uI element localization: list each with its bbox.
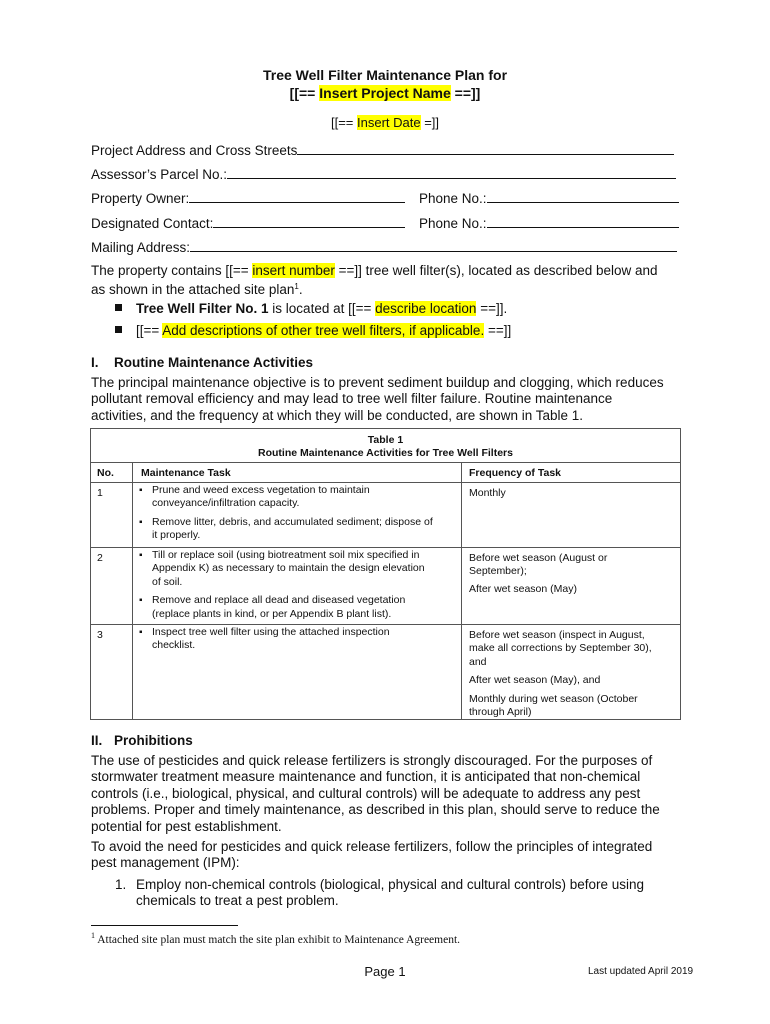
- project-name-placeholder[interactable]: Insert Project Name: [319, 85, 451, 101]
- table-row: [91, 547, 680, 624]
- section-2-title: Prohibitions: [114, 733, 193, 748]
- footnote-text: Attached site plan must match the site plan exhibit to Maintenance Agreement.: [95, 934, 461, 946]
- bullet-tree-well-filter-1: [115, 301, 507, 316]
- intro-line-2: as shown in the attached site plan: [91, 282, 295, 298]
- section-2-number: II.: [91, 733, 103, 748]
- task-line: ▪ Remove and replace all dead and diseased vegetation: [152, 594, 406, 607]
- location-placeholder[interactable]: describe location: [375, 301, 477, 316]
- task-line: conveyance/infiltration capacity.: [152, 497, 300, 510]
- section-1-line-3: activities, and the frequency at which they will be conducted, are shown in Table 1.: [91, 407, 584, 423]
- section-2-heading: [91, 733, 193, 748]
- contact-phone-field[interactable]: [419, 216, 679, 231]
- table-row: [91, 624, 680, 720]
- project-address-field[interactable]: [91, 143, 674, 158]
- intro-prefix: The property contains [[==: [91, 263, 253, 278]
- table-caption-number: Table 1: [367, 434, 404, 446]
- task-item: [139, 516, 459, 543]
- task-line: of soil.: [152, 575, 183, 588]
- numbered-item-1: [115, 877, 685, 910]
- section-1-number: I.: [91, 355, 99, 370]
- filter-1-suffix: ==]].: [476, 301, 508, 316]
- frequency-text: Monthly during wet season (October: [469, 692, 638, 705]
- filter-1-label: Tree Well Filter No. 1: [136, 301, 269, 316]
- task-line: Appendix K) as necessary to maintain the design elevation: [152, 562, 425, 575]
- section-1-line-1: The principal maintenance objective is to prevent sediment buildup and clogging, which reduces: [91, 375, 664, 390]
- contact-blank[interactable]: [213, 216, 405, 228]
- document-title: [0, 67, 770, 83]
- section-1-title: Routine Maintenance Activities: [114, 355, 314, 370]
- contact-field[interactable]: [91, 216, 405, 231]
- mailing-blank[interactable]: [190, 240, 677, 252]
- owner-phone-blank[interactable]: [487, 191, 679, 203]
- intro-paragraph: [91, 263, 691, 299]
- section-2-line: problems. Proper and timely maintenance, as described in this plan, should serve to reduce the: [91, 802, 660, 818]
- square-bullet-icon: [115, 326, 122, 333]
- other-filters-prefix: [[==: [136, 323, 163, 338]
- date-prefix: [[==: [330, 115, 357, 130]
- frequency-text: Monthly: [469, 487, 506, 499]
- frequency-text: Before wet season (August or: [469, 552, 608, 564]
- task-line: ▪ Inspect tree well filter using the attached inspection: [152, 626, 390, 638]
- contact-label: Designated Contact:: [91, 216, 214, 231]
- item-line: chemicals to treat a pest problem.: [136, 893, 339, 909]
- frequency-text: make all corrections by September 30),: [469, 642, 652, 655]
- task-line: ▪ Till or replace soil (using biotreatment soil mix specified in: [152, 549, 420, 561]
- date-placeholder[interactable]: Insert Date: [357, 115, 421, 130]
- title-suffix: ==]]: [450, 85, 481, 101]
- item-number: 1.: [115, 877, 127, 892]
- section-2-line: pest management (IPM):: [91, 855, 240, 871]
- section-2-line: The use of pesticides and quick release fertilizers is strongly discouraged. For the purposes of: [91, 753, 653, 768]
- parcel-label: Assessor’s Parcel No.:: [91, 167, 228, 182]
- section-1-line-2: pollutant removal efficiency and may lead to tree well filter failure. Routine maintenance: [91, 391, 613, 407]
- frequency-text: through April): [469, 706, 532, 719]
- section-2-line: controls (i.e., biological, physical, and cultural controls) will be adequate to address any pest: [91, 785, 641, 801]
- section-1-paragraph: [91, 375, 691, 424]
- header-frequency: Frequency of Task: [469, 467, 561, 479]
- contact-phone-label: Phone No.:: [419, 216, 487, 231]
- frequency-text: and: [469, 655, 487, 668]
- footnote-separator: [91, 925, 238, 926]
- table-caption-title: Routine Maintenance Activities for Tree Well Filters: [258, 447, 513, 459]
- owner-label: Property Owner:: [91, 191, 190, 206]
- table-header-row: [91, 462, 680, 482]
- row-number: 3: [97, 629, 103, 641]
- task-line: ▪ Remove litter, debris, and accumulated sediment; dispose of: [152, 515, 433, 528]
- section-2-paragraph-1: [91, 753, 691, 835]
- bullet-other-filters: [115, 323, 511, 338]
- header-no: No.: [97, 467, 114, 479]
- frequency-text: After wet season (May): [469, 582, 577, 595]
- section-2-line: stormwater treatment measure maintenance and function, it is anticipated that non-chemical: [91, 769, 641, 785]
- mailing-field[interactable]: [91, 240, 677, 255]
- title-line-1: Tree Well Filter Maintenance Plan for: [262, 67, 508, 83]
- row-number: 2: [97, 552, 103, 564]
- task-item: [139, 484, 459, 511]
- contact-phone-blank[interactable]: [487, 216, 679, 228]
- parcel-field[interactable]: [91, 167, 676, 182]
- table-row: [91, 482, 680, 547]
- item-line: Employ non-chemical controls (biological, physical and cultural controls) before using: [136, 877, 644, 892]
- date-suffix: =]]: [420, 115, 440, 130]
- project-name-line: [0, 85, 770, 101]
- header-task: Maintenance Task: [141, 467, 231, 479]
- section-2-line: To avoid the need for pesticides and quick release fertilizers, follow the principles of integrated: [91, 839, 653, 854]
- owner-phone-field[interactable]: [419, 191, 679, 206]
- task-line: ▪ Prune and weed excess vegetation to maintain: [152, 484, 370, 496]
- title-prefix: [[==: [289, 85, 320, 101]
- square-bullet-icon: [115, 304, 122, 311]
- section-2-line: potential for pest establishment.: [91, 818, 282, 834]
- task-line: (replace plants in kind, or per Appendix B plant list).: [152, 607, 392, 620]
- task-item: [139, 549, 459, 589]
- date-line: [0, 115, 770, 130]
- project-address-label: Project Address and Cross Streets: [91, 143, 298, 158]
- other-filters-placeholder[interactable]: Add descriptions of other tree well filters, if applicable.: [162, 323, 485, 338]
- footnote-reference[interactable]: 1: [294, 282, 299, 292]
- task-item: [139, 626, 459, 653]
- frequency-text: After wet season (May), and: [469, 674, 601, 687]
- frequency-text: Before wet season (inspect in August,: [469, 629, 645, 641]
- intro-suffix: ==]] tree well filter(s), located as described below and: [334, 263, 658, 278]
- frequency-text: September);: [469, 565, 527, 578]
- footnote-number: 1: [91, 931, 95, 940]
- intro-line-2-end: .: [298, 282, 303, 298]
- task-line: checklist.: [152, 639, 196, 652]
- section-2-paragraph-2: [91, 839, 691, 872]
- mailing-label: Mailing Address:: [91, 240, 191, 255]
- owner-blank[interactable]: [189, 191, 405, 203]
- page-number: Page 1: [364, 964, 406, 979]
- owner-phone-label: Phone No.:: [419, 191, 487, 206]
- filter-count-placeholder[interactable]: insert number: [252, 263, 335, 278]
- task-line: it properly.: [152, 529, 201, 542]
- maintenance-table: [90, 428, 681, 720]
- owner-field[interactable]: [91, 191, 405, 206]
- footnote: [91, 931, 460, 946]
- task-item: [139, 594, 459, 621]
- other-filters-suffix: ==]]: [484, 323, 512, 338]
- last-updated: Last updated April 2019: [588, 966, 694, 977]
- project-address-blank[interactable]: [297, 143, 674, 155]
- section-1-heading: [91, 355, 313, 370]
- filter-1-text: is located at [[==: [268, 301, 376, 316]
- row-number: 1: [97, 487, 103, 499]
- parcel-blank[interactable]: [227, 167, 676, 179]
